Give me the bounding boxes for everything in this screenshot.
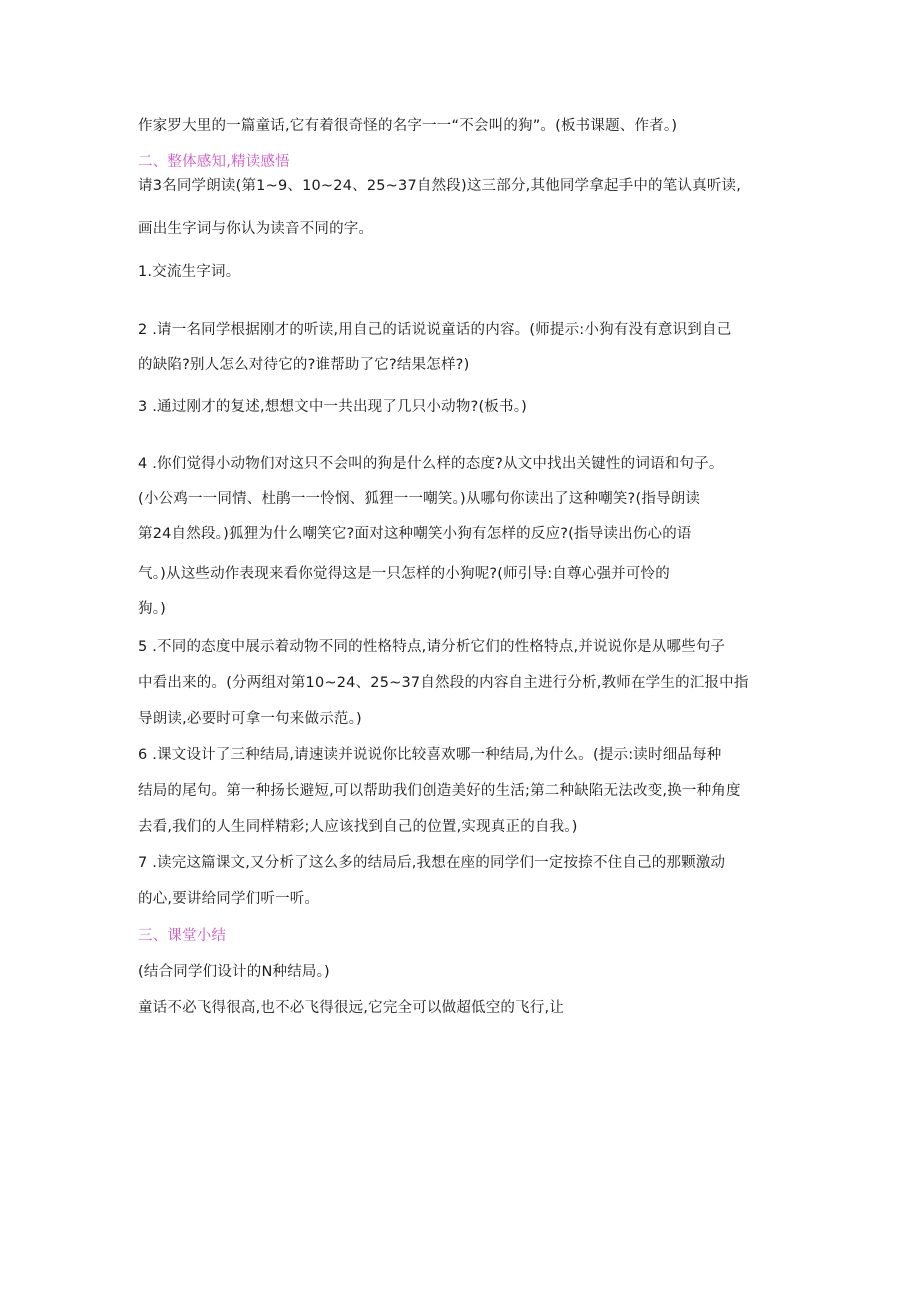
list-item-2-line-2: 的缺陷?别人怎么对待它的?谁帮助了它?结果怎样?) bbox=[138, 357, 470, 373]
section-heading-3: 三、课堂小结 bbox=[138, 928, 227, 944]
list-item-6-line-3: 去看,我们的人生同样精彩;人应该找到自己的位置,实现真正的自我。) bbox=[138, 819, 578, 835]
list-item-7-line-2: 的心,要讲给同学们听一听。 bbox=[138, 891, 320, 907]
list-item-4-line-2: (小公鸡一一同情、杜鹃一一怜悯、狐狸一一嘲笑。)从哪句你读出了这种嘲笑?(指导朗读 bbox=[138, 491, 701, 507]
list-item-4-line-3: 第24自然段。)狐狸为什么嘲笑它?面对这种嘲笑小狗有怎样的反应?(指导读出伤心的语 bbox=[138, 526, 692, 542]
list-item-3: 3 .通过刚才的复述,想想文中一共出现了几只小动物?(板书。) bbox=[138, 399, 528, 415]
list-item-6-line-1: 6 .课文设计了三种结局,请速读并说说你比较喜欢哪一种结局,为什么。(提示:读时细品每种 bbox=[138, 747, 722, 763]
list-item-4-line-1: 4 .你们觉得小动物们对这只不会叫的狗是什么样的态度?从文中找出关键性的词语和句子。 bbox=[138, 456, 724, 472]
summary-paragraph: 童话不必飞得很高,也不必飞得很远,它完全可以做超低空的飞行,让 bbox=[138, 1000, 565, 1016]
list-item-7-line-1: 7 .读完这篇课文,又分析了这么多的结局后,我想在座的同学们一定按捺不住自己的那颗激动 bbox=[138, 855, 726, 871]
list-item-6-line-2: 结局的尾句。第一种扬长避短,可以帮助我们创造美好的生活;第二种缺陷无法改变,换一种角度 bbox=[138, 783, 741, 799]
paragraph-reading-line-1: 请3名同学朗读(第1~9、10~24、25~37自然段)这三部分,其他同学拿起手中的笔认真听读, bbox=[138, 178, 742, 194]
list-item-1: 1.交流生字词。 bbox=[138, 264, 241, 280]
section-heading-2: 二、整体感知,精读感悟 bbox=[138, 154, 290, 170]
list-item-4-line-4: 气。)从这些动作表现来看你觉得这是一只怎样的小狗呢?(师引导:自尊心强并可怜的 bbox=[138, 566, 670, 582]
summary-note: (结合同学们设计的N种结局。) bbox=[138, 964, 330, 980]
list-item-4-line-5: 狗。) bbox=[138, 601, 167, 617]
paragraph-intro-line: 作家罗大里的一篇童话,它有着很奇怪的名字一一“不会叫的狗”。(板书课题、作者。) bbox=[138, 118, 678, 134]
list-item-5-line-2: 中看出来的。(分两组对第10~24、25~37自然段的内容自主进行分析,教师在学生的汇报中指 bbox=[138, 675, 749, 691]
paragraph-reading-line-2: 画出生字词与你认为读音不同的字。 bbox=[138, 221, 374, 237]
list-item-5-line-3: 导朗读,必要时可拿一句来做示范。) bbox=[138, 711, 362, 727]
list-item-5-line-1: 5 .不同的态度中展示着动物不同的性格特点,请分析它们的性格特点,并说说你是从哪些句子 bbox=[138, 639, 726, 655]
list-item-2-line-1: 2 .请一名同学根据刚才的听读,用自己的话说说童话的内容。(师提示:小狗有没有意识到自己 bbox=[138, 322, 732, 338]
